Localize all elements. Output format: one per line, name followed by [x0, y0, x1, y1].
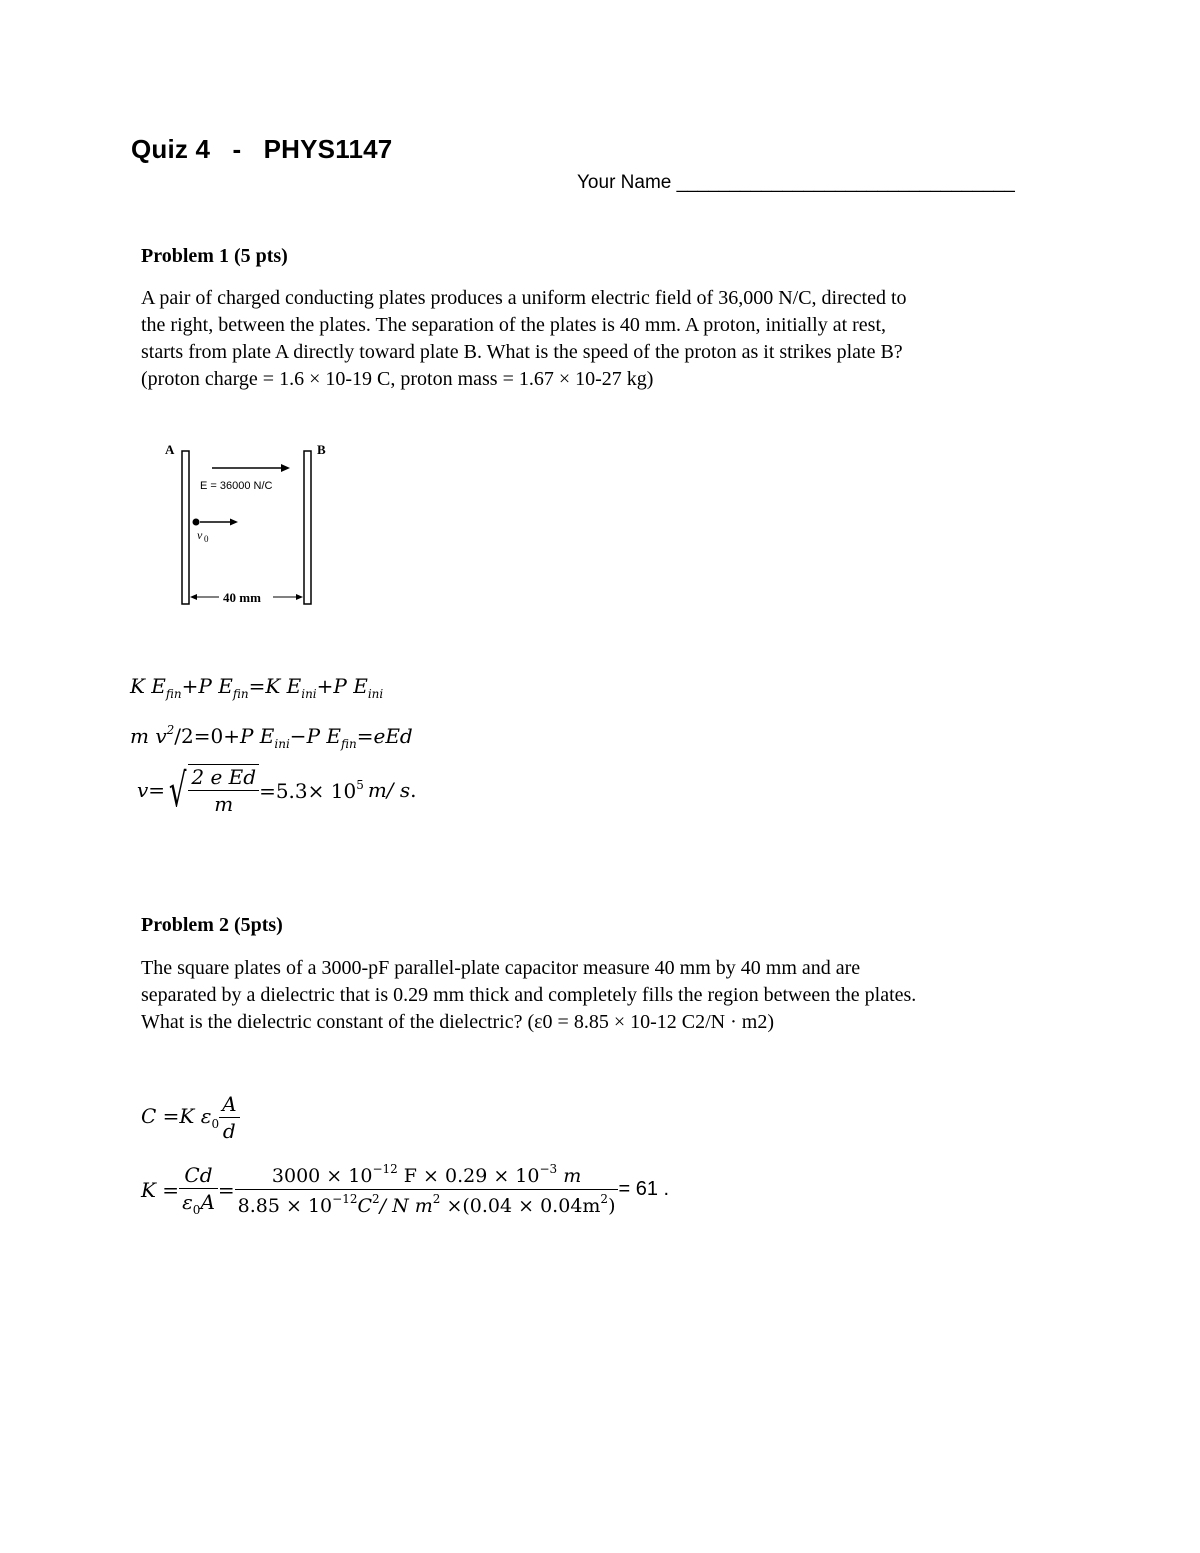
problem-2-line: separated by a dielectric that is 0.29 mm thick and completely fills the region between the plates.: [141, 984, 917, 1006]
plate-b: [304, 451, 311, 604]
problem-1-heading: Problem 1 (5 pts): [141, 245, 288, 267]
dielectric-constant-equation: K = $\frac{Cd}{\varepsilon_0A}$ = $\frac{3000 \times 10^{-12} F \times 0.29 \times 10^{-3} m}{8.85 \times 10^{-12}C^2/ N m^2 \times(0.04 \times 0.04m^2)}$ = 61 .: [141, 1162, 670, 1217]
capacitance-equation: C =K $\varepsilon_0$ $\frac{A}{d}$: [141, 1092, 240, 1143]
energy-conservation-equation: K $E_{fin}+P$ $E_{fin}=K$ $E_{ini}+P$ $E_{ini}$: [130, 674, 384, 701]
dimension-arrow-right-icon: [296, 594, 303, 600]
separation-label: 40 mm: [223, 590, 261, 605]
plate-a-label: A: [165, 442, 175, 457]
dimension-arrow-left-icon: [190, 594, 197, 600]
plate-b-label: B: [317, 442, 326, 457]
field-arrow-head-icon: [281, 464, 290, 472]
velocity-arrow-head-icon: [230, 519, 238, 526]
velocity-label: v: [197, 528, 203, 542]
problem-2-text: [141, 955, 1101, 1036]
capacitor-plates-figure: [155, 438, 345, 613]
proton-dot: [193, 519, 200, 526]
problem-1-text: [141, 285, 1101, 393]
your-name-field: Your Name ________________________________: [577, 172, 1015, 193]
velocity-subscript: 0: [204, 534, 209, 544]
problem-2-heading: Problem 2 (5pts): [141, 914, 283, 936]
problem-1-line: starts from plate A directly toward plate B. What is the speed of the proton as it strikes plate B?: [141, 341, 903, 363]
field-label: E = 36000 N/C: [200, 480, 273, 492]
page-title: Quiz 4 - PHYS1147: [131, 134, 393, 164]
radicand: $\frac{\text{2 e Ed}}{m}$: [188, 764, 259, 816]
velocity-equation: v=√ $\frac{\text{2 e Ed}}{m}$ $=5.3\times 10^5$ m/ s.: [137, 763, 417, 817]
problem-1-line: (proton charge = 1.6 × 10-19 C, proton mass = 1.67 × 10-27 kg): [141, 368, 654, 390]
problem-1-line: the right, between the plates. The separation of the plates is 40 mm. A proton, initially at rest,: [141, 314, 887, 336]
problem-2-line: The square plates of a 3000-pF parallel-plate capacitor measure 40 mm by 40 mm and are: [141, 957, 861, 979]
kinetic-energy-equation: m $v^2/2=0+P$ $E_{ini}-P$ $E_{fin}=eEd$: [130, 723, 413, 751]
plate-a: [182, 451, 189, 604]
square-root-icon: √: [168, 763, 187, 817]
problem-2-line: What is the dielectric constant of the dielectric? (ε0 = 8.85 × 10-12 C2/N · m2): [141, 1011, 774, 1033]
problem-1-line: A pair of charged conducting plates produces a uniform electric field of 36,000 N/C, directed to: [141, 287, 907, 309]
